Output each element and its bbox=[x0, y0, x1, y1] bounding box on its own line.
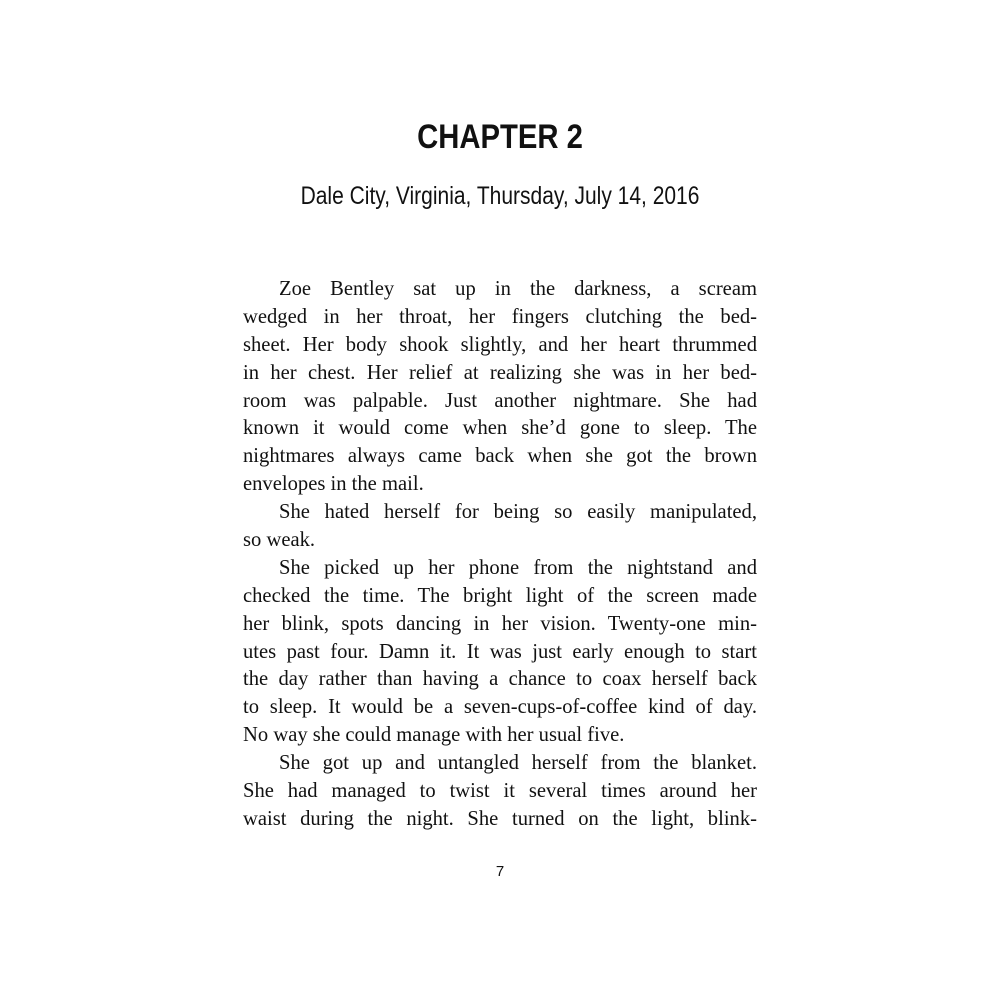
text-line: envelopes in the mail. bbox=[243, 473, 424, 496]
text-line: sheet. Her body shook slightly, and her heart thrummed bbox=[243, 333, 757, 356]
text-line: known it would come when she’d gone to sleep. The bbox=[243, 417, 757, 440]
text-line: She picked up her phone from the nightstand and bbox=[279, 556, 757, 579]
text-line: Zoe Bentley sat up in the darkness, a scream bbox=[279, 278, 757, 300]
page-number: 7 bbox=[495, 863, 505, 880]
text-line: checked the time. The bright light of the screen made bbox=[243, 584, 757, 607]
text-line: No way she could manage with her usual five. bbox=[243, 724, 625, 747]
text-line: She hated herself for being so easily manipulated, bbox=[279, 501, 757, 524]
text-line: to sleep. It would be a seven-cups-of-coffee kind of day. bbox=[243, 696, 757, 719]
chapter-title: CHAPTER 2 bbox=[417, 118, 583, 156]
text-line: She had managed to twist it several times around her bbox=[243, 780, 757, 803]
chapter-subtitle: Dale City, Virginia, Thursday, July 14, 2016 bbox=[300, 182, 700, 210]
text-line: waist during the night. She turned on the light, blink- bbox=[243, 807, 757, 830]
text-line: She got up and untangled herself from the blanket. bbox=[279, 752, 757, 775]
text-line: so weak. bbox=[243, 529, 316, 552]
text-line: nightmares always came back when she got the brown bbox=[243, 445, 757, 468]
text-line: the day rather than having a chance to coax herself back bbox=[243, 668, 757, 691]
body-text bbox=[243, 276, 757, 834]
text-line: room was palpable. Just another nightmare. She had bbox=[243, 389, 757, 412]
text-line: in her chest. Her relief at realizing she was in her bed- bbox=[243, 361, 757, 384]
text-line: utes past four. Damn it. It was just early enough to start bbox=[243, 640, 757, 663]
text-line: wedged in her throat, her fingers clutching the bed- bbox=[243, 305, 757, 328]
text-line: her blink, spots dancing in her vision. Twenty-one min- bbox=[243, 612, 757, 635]
